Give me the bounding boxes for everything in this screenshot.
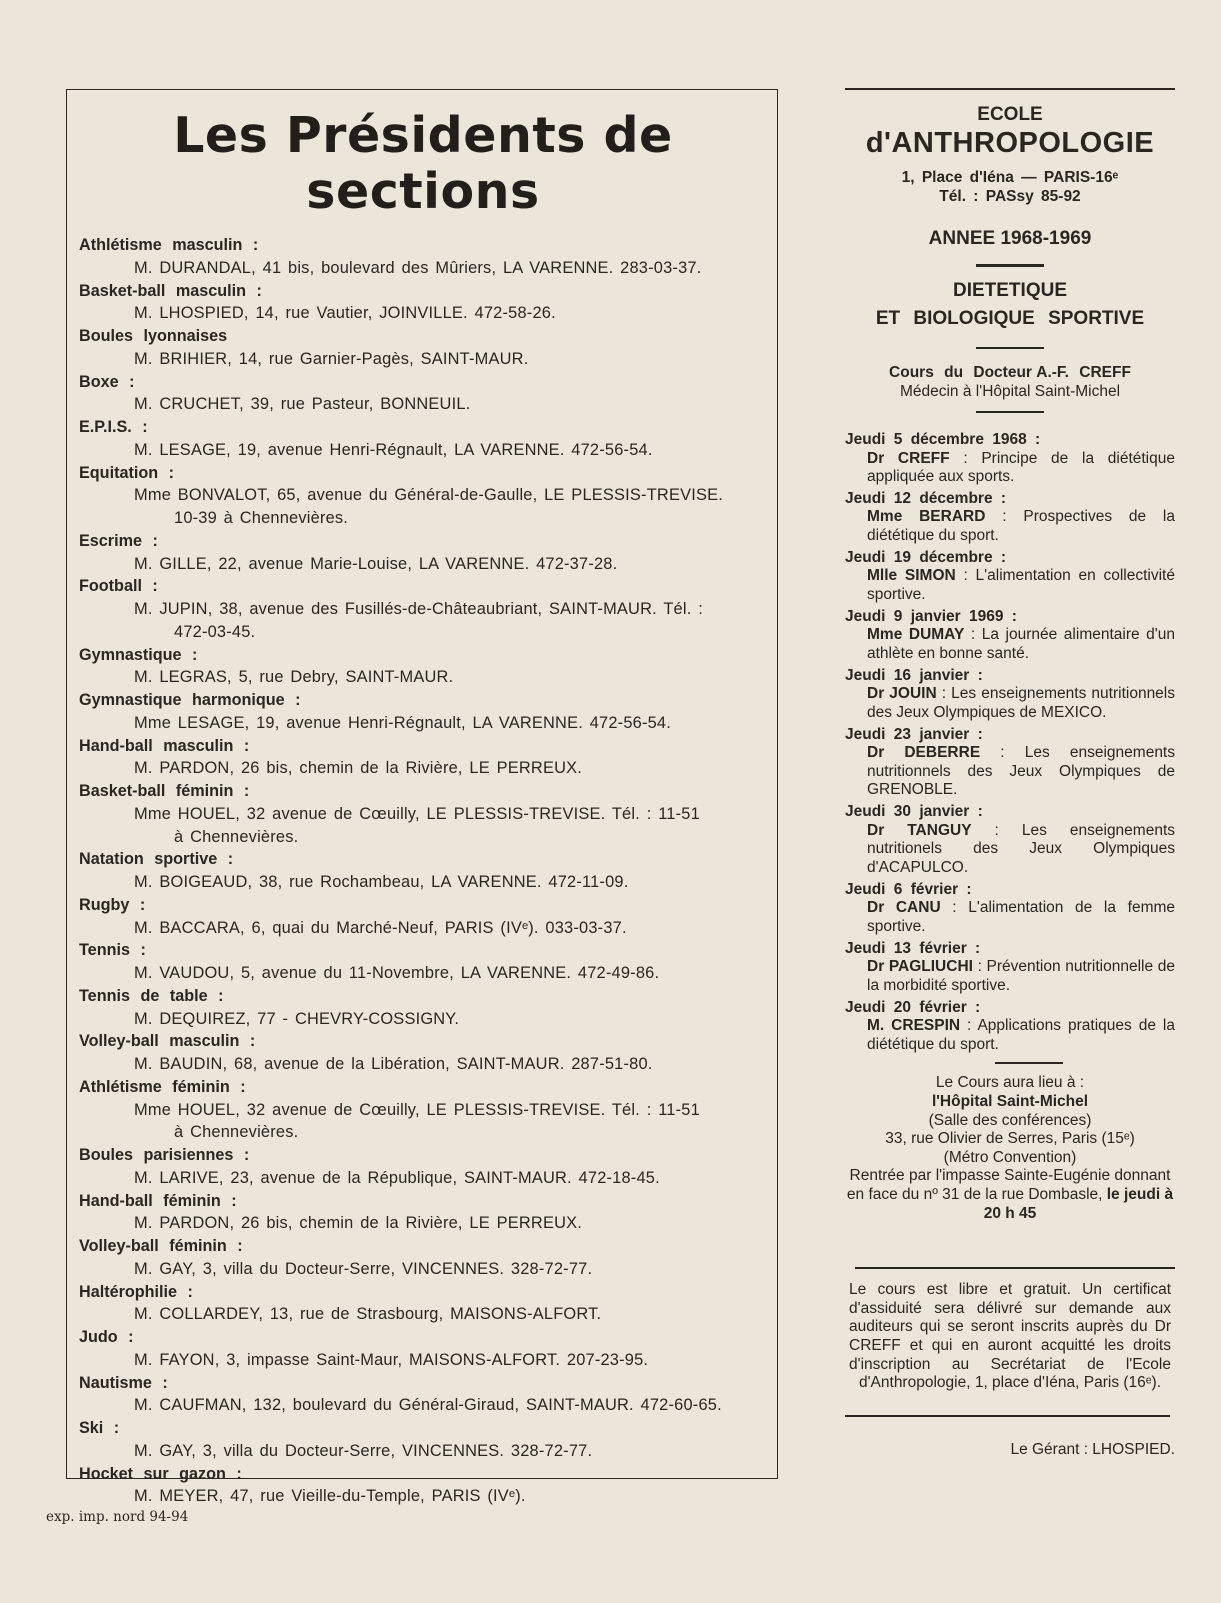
section-president: 10-39 à Chennevières. — [174, 509, 349, 527]
lecture-description — [845, 626, 1175, 663]
section-name: E.P.I.S. : — [79, 418, 148, 436]
section-entry — [79, 325, 767, 371]
top-rule — [845, 88, 1175, 90]
rule — [855, 1267, 1175, 1269]
lecture-description — [845, 450, 1175, 487]
section-president: 472-03-45. — [174, 622, 256, 641]
section-name: Tennis : — [79, 941, 146, 960]
academic-year: ANNEE 1968-1969 — [928, 228, 1092, 249]
section-president: M. BACCARA, 6, quai du Marché-Neuf, PARIS (IVᵉ). 033-03-37. — [134, 918, 627, 937]
lecture-speaker: Mme BERARD — [867, 508, 986, 526]
section-president: Mme HOUEL, 32 avenue de Cœuilly, LE PLESSIS-TREVISE. Tél. : 11-51 — [134, 804, 700, 823]
section-entry — [79, 735, 767, 781]
lecture-entry — [845, 940, 1175, 996]
course-instructor-role: Médecin à l'Hôpital Saint-Michel — [899, 383, 1121, 400]
section-name: Basket-ball féminin : — [79, 782, 250, 801]
lecture-date: Jeudi 12 décembre : — [845, 489, 1007, 507]
section-president: M. GAY, 3, villa du Docteur-Serre, VINCENNES. 328-72-77. — [134, 1441, 593, 1460]
section-president: M. BOIGEAUD, 38, rue Rochambeau, LA VARENNE. 472-11-09. — [134, 873, 629, 892]
course-instructor-prefix: Cours du Docteur — [889, 364, 1032, 381]
section-entry — [79, 575, 767, 643]
lecture-description — [845, 567, 1175, 604]
lecture-speaker: Dr PAGLIUCHI — [867, 958, 973, 976]
section-name: Gymnastique harmonique : — [79, 691, 301, 710]
lecture-entry — [845, 803, 1175, 878]
lecture-speaker: Dr CANU — [867, 899, 941, 917]
lecture-description — [845, 685, 1175, 722]
lecture-speaker: Dr DEBERRE — [867, 744, 981, 762]
section-name: Hand-ball féminin : — [79, 1191, 237, 1210]
section-entry — [79, 234, 767, 280]
school-column — [845, 88, 1175, 1459]
lecture-entry — [845, 999, 1175, 1055]
lecture-date: Jeudi 9 janvier 1969 : — [845, 607, 1017, 625]
lecture-date: Jeudi 13 février : — [845, 939, 981, 957]
lecture-speaker: Dr TANGUY — [867, 821, 972, 839]
school-name-line2: d'ANTHROPOLOGIE — [865, 127, 1155, 159]
school-address: 1, Place d'Iéna — PARIS-16ᵉ — [901, 169, 1119, 186]
section-president: M. VAUDOU, 5, avenue du 11-Novembre, LA VARENNE. 472-49-86. — [134, 964, 660, 983]
presidents-title: Les Présidents de sections — [173, 107, 673, 220]
section-name: Athlétisme féminin : — [79, 1077, 246, 1096]
section-president: M. GAY, 3, villa du Docteur-Serre, VINCENNES. 328-72-77. — [134, 1259, 593, 1278]
section-entry — [79, 985, 767, 1031]
divider — [976, 411, 1044, 413]
section-entry — [79, 1030, 767, 1076]
school-name-line1: ECOLE — [977, 104, 1043, 125]
section-entry — [79, 1076, 767, 1144]
lecture-entry — [845, 431, 1175, 487]
section-president: M. MEYER, 47, rue Vieille-du-Temple, PARIS (IVᵉ). — [134, 1487, 526, 1506]
section-name: Natation sportive : — [79, 850, 234, 869]
section-entry — [79, 848, 767, 894]
venue-intro: Le Cours aura lieu à : — [935, 1074, 1085, 1092]
lecture-entry — [845, 881, 1175, 937]
section-entry — [79, 689, 767, 735]
section-president: Mme LESAGE, 19, avenue Henri-Régnault, LA VARENNE. 472-56-54. — [134, 713, 671, 732]
section-president: à Chennevières. — [174, 827, 299, 846]
lecture-description — [845, 822, 1175, 878]
lecture-date: Jeudi 30 janvier : — [845, 803, 983, 821]
section-entry — [79, 939, 767, 985]
section-name: Volley-ball féminin : — [79, 1237, 243, 1256]
lecture-date: Jeudi 20 février : — [845, 998, 981, 1016]
section-name: Volley-ball masculin : — [79, 1032, 256, 1051]
section-name: Boxe : — [79, 372, 135, 391]
venue-entry — [845, 1167, 1175, 1223]
section-entry — [79, 894, 767, 940]
divider — [976, 264, 1044, 267]
lecture-topic: : La journée alimentaire d'un athlète en bonne santé. — [867, 626, 1176, 662]
section-president: Mme HOUEL, 32 avenue de Cœuilly, LE PLESSIS-TREVISE. Tél. : 11-51 — [134, 1100, 700, 1119]
printer-mark: exp. imp. nord 94-94 — [46, 1509, 189, 1525]
venue-room: (Salle des conférences) — [928, 1111, 1092, 1129]
venue-street: 33, rue Olivier de Serres, Paris (15ᵉ) — [885, 1130, 1135, 1148]
section-entry — [79, 1326, 767, 1372]
section-president: M. COLLARDEY, 13, rue de Strasbourg, MAISONS-ALFORT. — [134, 1305, 602, 1324]
section-president: M. LHOSPIED, 14, rue Vautier, JOINVILLE. 472-58-26. — [134, 304, 556, 323]
gerant-line: Le Gérant : LHOSPIED. — [1010, 1440, 1175, 1458]
section-name: Haltérophilie : — [79, 1282, 193, 1301]
lecture-description — [845, 958, 1175, 995]
course-instructor — [845, 363, 1175, 382]
lecture-date: Jeudi 23 janvier : — [845, 725, 983, 743]
lecture-topic: : L'alimentation de la femme sportive. — [867, 899, 1176, 935]
lecture-speaker: Mme DUMAY — [867, 626, 965, 644]
lecture-entry — [845, 490, 1175, 546]
section-name: Gymnastique : — [79, 645, 198, 664]
section-entry — [79, 416, 767, 462]
venue-time: le jeudi à 20 h 45 — [983, 1186, 1174, 1222]
section-name: Football : — [79, 577, 158, 596]
lecture-entry — [845, 667, 1175, 723]
section-entry — [79, 644, 767, 690]
section-name: Basket-ball masculin : — [79, 281, 262, 300]
section-entry — [79, 280, 767, 326]
lecture-speaker: M. CRESPIN — [867, 1017, 961, 1035]
presidents-box — [66, 89, 778, 1506]
section-name: Equitation : — [79, 463, 175, 482]
section-president: M. FAYON, 3, impasse Saint-Maur, MAISONS-ALFORT. 207-23-95. — [134, 1350, 649, 1369]
section-entry — [79, 1144, 767, 1190]
lecture-description — [845, 1017, 1175, 1054]
sections-list — [79, 234, 767, 1508]
section-entry — [79, 1235, 767, 1281]
lecture-speaker: Dr JOUIN — [867, 685, 937, 703]
section-name: Athlétisme masculin : — [79, 236, 259, 254]
section-name: Boules lyonnaises — [79, 327, 228, 345]
lecture-topic: : Principe de la diététique appliquée aux sports. — [867, 449, 1175, 486]
section-name: Hand-ball masculin : — [79, 736, 250, 755]
lecture-date: Jeudi 5 décembre 1968 : — [845, 431, 1041, 448]
section-name: Boules parisiennes : — [79, 1146, 250, 1165]
section-entry — [79, 1190, 767, 1236]
section-president: M. GILLE, 22, avenue Marie-Louise, LA VARENNE. 472-37-28. — [134, 554, 618, 573]
course-title-line2: ET BIOLOGIQUE SPORTIVE — [875, 308, 1145, 329]
section-president: M. JUPIN, 38, avenue des Fusillés-de-Châteaubriant, SAINT-MAUR. Tél. : — [134, 600, 703, 618]
lecture-speaker: Dr CREFF — [867, 449, 950, 467]
lecture-entry — [845, 549, 1175, 605]
school-phone: Tél. : PASsy 85-92 — [939, 188, 1081, 205]
lecture-date: Jeudi 16 janvier : — [845, 666, 983, 684]
lecture-description — [845, 508, 1175, 545]
section-president: M. PARDON, 26 bis, chemin de la Rivière, LE PERREUX. — [134, 759, 583, 778]
section-name: Nautisme : — [79, 1373, 168, 1392]
section-name: Tennis de table : — [79, 986, 224, 1005]
section-entry — [79, 462, 767, 530]
lecture-date: Jeudi 6 février : — [845, 880, 972, 898]
section-entry — [79, 1417, 767, 1463]
lecture-topic: : Les enseignements nutritionnels des Jeux Olympiques de MEXICO. — [867, 685, 1175, 721]
section-president: M. BRIHIER, 14, rue Garnier-Pagès, SAINT-MAUR. — [134, 349, 529, 368]
section-name: Judo : — [79, 1328, 134, 1347]
course-instructor-name: A.-F. CREFF — [1036, 364, 1131, 381]
notice-text: Le cours est libre et gratuit. Un certificat d'assiduité sera délivré sur demande aux auditeurs qui se seront inscrits auprès du Dr CREFF et qui en auront acquitté les droits d'inscription au Secrétariat de l'Ecole d'Anthropologie, 1, place d'Iéna, Paris (16ᵉ). — [849, 1281, 1171, 1392]
section-president: M. DURANDAL, 41 bis, boulevard des Mûriers, LA VARENNE. 283-03-37. — [134, 258, 702, 277]
lecture-description — [845, 744, 1175, 800]
venue-metro: (Métro Convention) — [943, 1148, 1077, 1166]
section-name: Hocket sur gazon : — [79, 1464, 242, 1483]
section-entry — [79, 371, 767, 417]
venue-block — [845, 1074, 1175, 1223]
lecture-topic: : Les enseignements nutritionels des Jeux Olympiques d'ACAPULCO. — [867, 821, 1176, 877]
rule — [845, 1415, 1170, 1417]
lecture-entry — [845, 608, 1175, 664]
lecture-topic: : Prévention nutritionnelle de la morbidité sportive. — [867, 958, 1175, 994]
section-entry — [79, 1372, 767, 1418]
section-president: M. CAUFMAN, 132, boulevard du Général-Giraud, SAINT-MAUR. 472-60-65. — [134, 1396, 722, 1415]
venue-entry-text: Rentrée par l'impasse Sainte-Eugénie donnant en face du nº 31 de la rue Dombasle, — [846, 1167, 1171, 1204]
lecture-topic: : Applications pratiques de la diététique du sport. — [867, 1017, 1175, 1053]
lecture-topic: : L'alimentation en collectivité sportive. — [867, 567, 1175, 604]
section-name: Escrime : — [79, 531, 158, 550]
section-president: M. BAUDIN, 68, avenue de la Libération, SAINT-MAUR. 287-51-80. — [134, 1055, 653, 1074]
section-entry — [79, 1463, 767, 1509]
lecture-date: Jeudi 19 décembre : — [845, 548, 1007, 566]
divider — [995, 1062, 1063, 1064]
lecture-entry — [845, 726, 1175, 801]
course-title-line1: DIETETIQUE — [952, 280, 1067, 301]
section-entry — [79, 1281, 767, 1327]
section-president: M. LESAGE, 19, avenue Henri-Régnault, LA VARENNE. 472-56-54. — [134, 440, 653, 459]
section-entry — [79, 780, 767, 848]
section-president: M. LARIVE, 23, avenue de la République, SAINT-MAUR. 472-18-45. — [134, 1168, 660, 1187]
lecture-description — [845, 899, 1175, 936]
section-entry — [79, 530, 767, 576]
section-president: M. CRUCHET, 39, rue Pasteur, BONNEUIL. — [134, 395, 471, 414]
lecture-topic: : Les enseignements nutritionnels des Jeux Olympiques de GRENOBLE. — [867, 744, 1175, 799]
section-president: à Chennevières. — [174, 1123, 299, 1142]
section-president: M. DEQUIREZ, 77 - CHEVRY-COSSIGNY. — [134, 1009, 460, 1028]
section-name: Rugby : — [79, 895, 146, 914]
section-president: M. LEGRAS, 5, rue Debry, SAINT-MAUR. — [134, 668, 454, 687]
section-name: Ski : — [79, 1419, 120, 1438]
lecture-topic: : Prospectives de la diététique du sport. — [867, 508, 1175, 545]
lectures-list — [845, 431, 1175, 1054]
section-president: Mme BONVALOT, 65, avenue du Général-de-Gaulle, LE PLESSIS-TREVISE. — [134, 486, 723, 505]
section-president: M. PARDON, 26 bis, chemin de la Rivière, LE PERREUX. — [134, 1214, 583, 1233]
lecture-speaker: Mlle SIMON — [867, 567, 956, 585]
venue-name: l'Hôpital Saint-Michel — [931, 1093, 1089, 1111]
divider — [976, 347, 1044, 349]
